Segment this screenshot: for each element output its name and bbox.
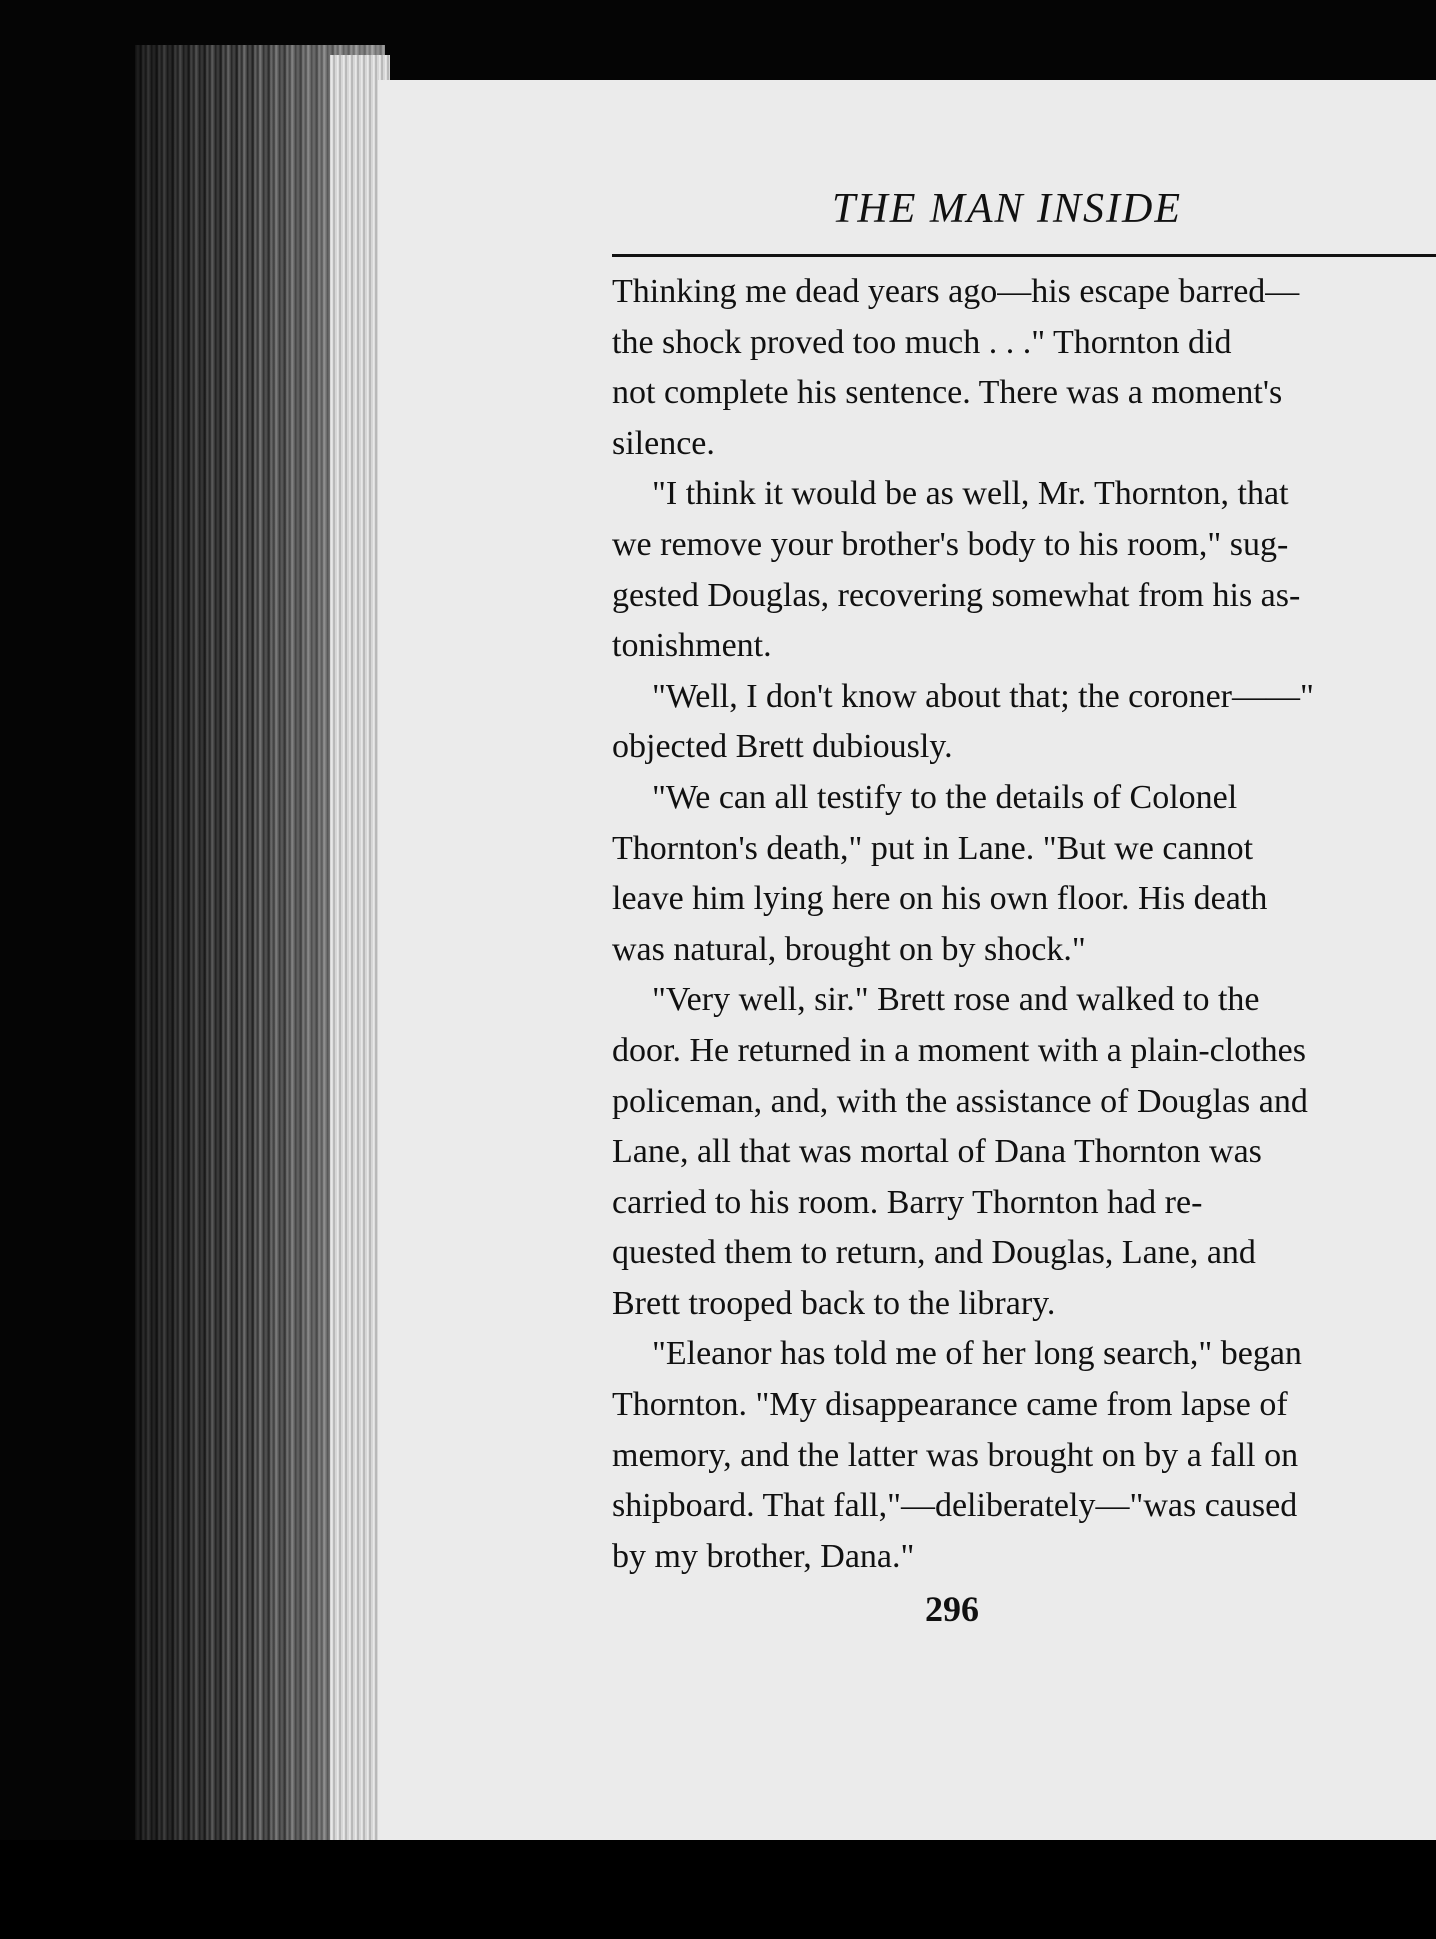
text-line: carried to his room. Barry Thornton had re- [612,1183,1203,1221]
scan-bottom-margin [0,1840,1436,1939]
page-content [612,184,1436,1630]
text-line: Thornton's death," put in Lane. "But we cannot [612,829,1254,867]
text-line: by my brother, Dana." [612,1537,915,1575]
text-line: policeman, and, with the assistance of Douglas and [612,1082,1308,1120]
running-head: THE MAN INSIDE [832,186,1182,232]
text-line: objected Brett dubiously. [612,728,953,766]
body-text [612,267,1436,1582]
text-line: "We can all testify to the details of Colonel [652,778,1238,816]
text-line: gested Douglas, recovering somewhat from his as- [612,576,1301,614]
text-line: Lane, all that was mortal of Dana Thornton was [612,1133,1262,1171]
text-line: Brett trooped back to the library. [612,1284,1056,1322]
text-line: "Well, I don't know about that; the coroner——" [652,677,1314,715]
text-line: memory, and the latter was brought on by a fall on [612,1436,1299,1474]
text-line: leave him lying here on his own floor. His death [612,880,1268,918]
book-page [378,80,1436,1840]
text-line: Thornton. "My disappearance came from lapse of [612,1386,1288,1424]
text-line: not complete his sentence. There was a moment's [612,374,1283,412]
header-rule [612,254,1436,257]
text-line: door. He returned in a moment with a plain-clothes [612,1031,1306,1069]
page-number: 296 [925,1589,979,1630]
text-line: Thinking me dead years ago—his escape barred— [612,273,1300,310]
text-line: "I think it would be as well, Mr. Thornton, that [652,475,1289,513]
text-line: silence. [612,424,715,462]
text-line: "Very well, sir." Brett rose and walked to the [652,981,1260,1019]
text-line: tonishment. [612,627,772,665]
text-line: was natural, brought on by shock." [612,930,1086,968]
text-line: shipboard. That fall,"—deliberately—"was caused [612,1487,1298,1525]
text-line: we remove your brother's body to his room," sug- [612,525,1289,563]
text-line: quested them to return, and Douglas, Lane, and [612,1234,1256,1272]
text-line: the shock proved too much . . ." Thornton did [612,323,1232,361]
text-line: "Eleanor has told me of her long search," began [652,1335,1302,1373]
